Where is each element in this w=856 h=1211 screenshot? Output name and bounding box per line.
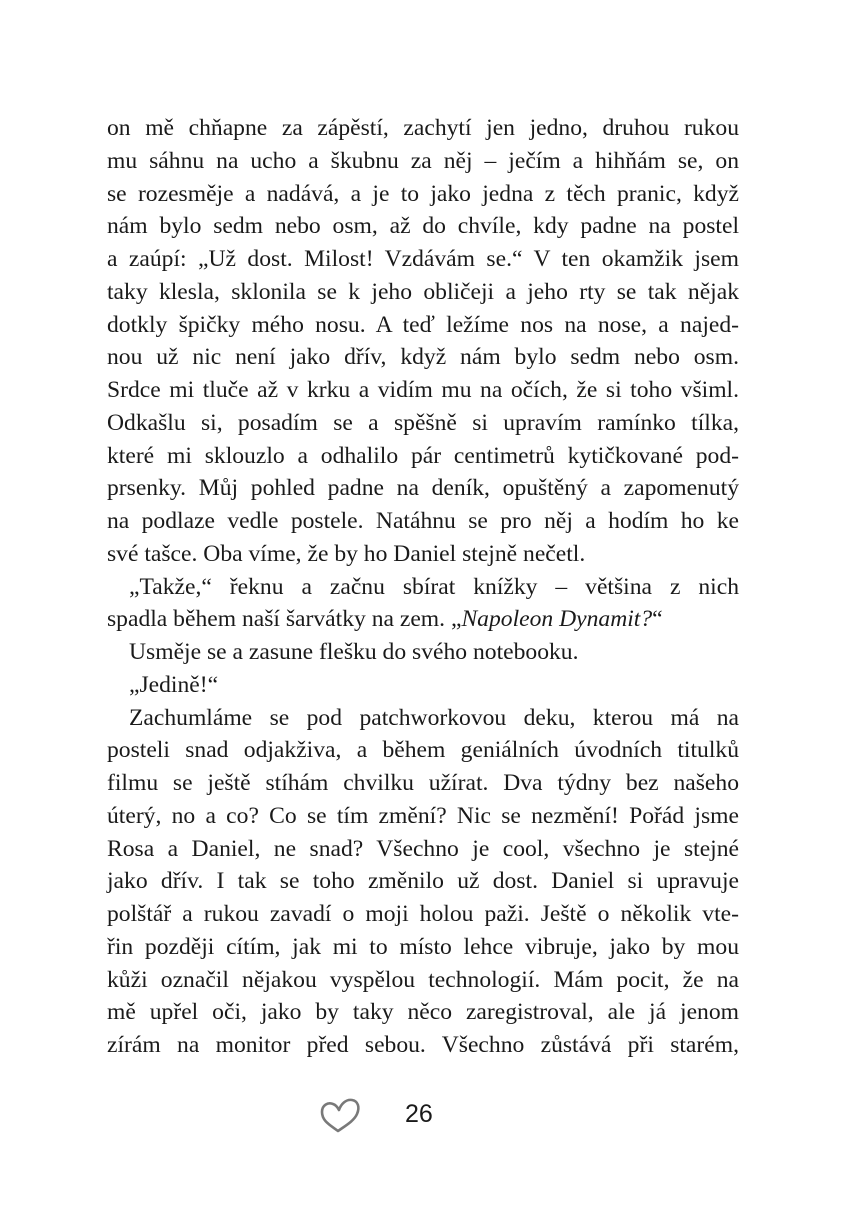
text-line: Srdce mi tluče až v krku a vidím mu na očích, že si toho všiml. [107,377,739,403]
text-line: které mi sklouzlo a odhalilo pár centimetrů kytičkované pod- [107,442,739,469]
text-line: se rozesměje a nadává, a je to jako jedna z těch pranic, když [107,180,739,207]
text-line: taky klesla, sklonila se k jeho obličeji a jeho rty se tak nějak [107,278,739,305]
page-number: 26 [405,1100,433,1128]
text-line: Usměje se a zasune flešku do svého notebooku. [129,639,579,665]
text-line: své tašce. Oba víme, že by ho Daniel stejně nečetl. [107,540,586,567]
text-line: zírám na monitor před sebou. Všechno zůstává při starém, [107,1032,739,1058]
text-line [107,603,739,636]
text-line: on mě chňapne za zápěstí, zachytí jen jedno, druhou rukou [107,115,739,141]
movie-title: Napoleon Dynamit? [461,606,653,633]
text-line: filmu se ještě stíhám chvilku užírat. Dva týdny bez našeho [107,770,739,796]
body-text [107,112,739,1062]
text-line: mu sáhnu na ucho a škubnu za něj – ječím a hihňám se, on [107,147,739,174]
text-line: a zaúpí: „Už dost. Milost! Vzdávám se.“ V ten okamžik jsem [107,246,739,272]
text-line: na podlaze vedle postele. Natáhnu se pro něj a hodím ho ke [107,508,739,534]
text-line: mě upřel oči, jako by taky něco zaregistroval, ale já jenom [107,999,739,1026]
heart-outline-icon [318,1095,362,1135]
text-line: Odkašlu si, posadím se a spěšně si upravím ramínko tílka, [107,409,739,436]
text-line: posteli snad odjakživa, a během geniálních úvodních titulků [107,737,739,764]
text-line: polštář a rukou zavadí o moji holou paži. Ještě o několik vte- [107,901,739,927]
text-line: nám bylo sedm nebo osm, až do chvíle, kdy padne na postel [107,213,739,240]
text-line: řin později cítím, jak mi to místo lehce vibruje, jako by mou [107,933,739,960]
text-line: Rosa a Daniel, ne snad? Všechno je cool, všechno je stejné [107,835,739,862]
text-line: kůži označil nějakou vyspělou technologií. Mám pocit, že na [107,966,739,993]
text-line: nou už nic není jako dřív, když nám bylo sedm nebo osm. [107,344,739,371]
text-line: prsenky. Můj pohled padne na deník, opuštěný a zapomenutý [107,475,739,502]
text-line: úterý, no a co? Co se tím změní? Nic se nezmění! Pořád jsme [107,802,739,829]
text-segment: “ [652,606,663,633]
text-segment: spadla během naší šarvátky na zem. „ [107,606,462,633]
page-footer [0,1085,856,1145]
text-line: „Jedině!“ [129,671,219,698]
text-line: jako dřív. I tak se toho změnilo už dost. Daniel si upravuje [107,868,739,895]
text-line: dotkly špičky mého nosu. A teď ležíme nos na nose, a najed- [107,311,739,338]
text-line: „Takže,“ řeknu a začnu sbírat knížky – většina z nich [129,573,739,600]
text-line: Zachumláme se pod patchworkovou deku, kterou má na [129,704,739,731]
